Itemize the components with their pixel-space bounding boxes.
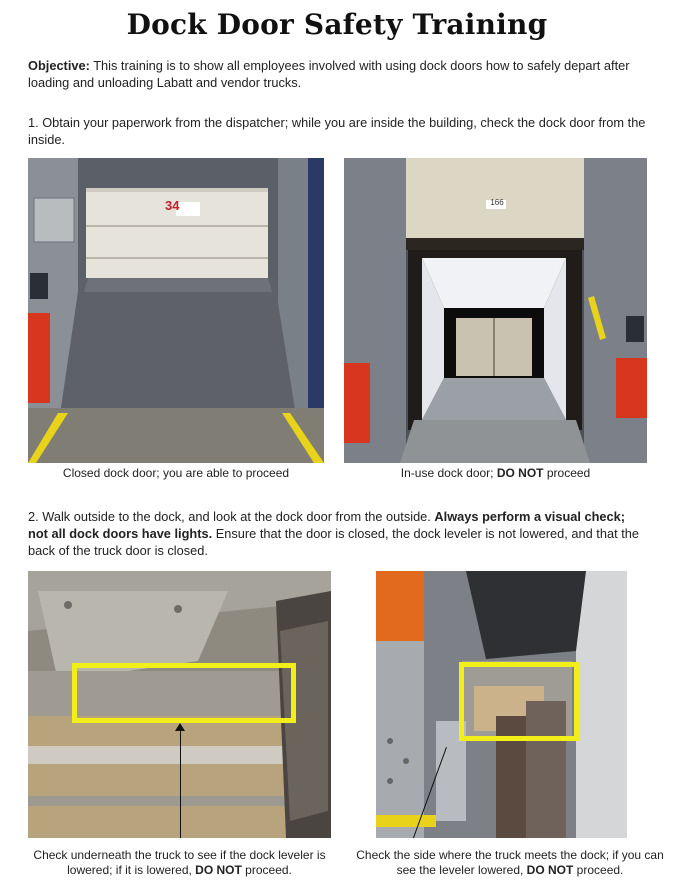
- underneath-truck-photo: [28, 571, 331, 838]
- highlight-box-leveler: [72, 663, 296, 723]
- in-use-caption-warning: DO NOT: [496, 466, 544, 480]
- step-2-intro: 2. Walk outside to the dock, and look at the dock door from the outside.: [28, 509, 435, 524]
- page-title: Dock Door Safety Training: [126, 8, 548, 41]
- objective-label: Objective:: [28, 58, 90, 73]
- in-use-dock-door-photo: [344, 158, 647, 463]
- objective-paragraph: [28, 57, 648, 91]
- pointer-line-leveler: [180, 725, 181, 838]
- step-2-instructions: Ensure that the door is closed, the dock leveler is not lowered, and that the back of the truck door is closed.: [28, 526, 639, 558]
- door-number-34: 34: [165, 198, 180, 213]
- underneath-truck-caption: [18, 848, 341, 878]
- side-caption-warning: DO NOT: [526, 863, 574, 877]
- underneath-caption-warning: DO NOT: [195, 863, 242, 877]
- side-caption-text: Check the side where the truck meets the dock; if you can see the leveler lowered,: [356, 848, 664, 877]
- truck-side-caption: [352, 848, 668, 878]
- highlight-box-side: [459, 662, 579, 741]
- pointer-arrow-leveler: [175, 723, 185, 731]
- underneath-caption-end: proceed.: [241, 863, 292, 877]
- in-use-caption-text: In-use dock door;: [400, 466, 497, 480]
- objective-text: This training is to show all employees involved with using dock doors how to safely depart after loading and unloading Labatt and vendor trucks.: [28, 58, 630, 90]
- truck-side-photo: [376, 571, 627, 838]
- door-number-166: 166: [490, 198, 504, 207]
- closed-dock-door-photo: [28, 158, 324, 463]
- step-1-text: 1. Obtain your paperwork from the dispatcher; while you are inside the building, check the dock door from the inside.: [28, 115, 646, 147]
- side-caption-end: proceed.: [573, 863, 624, 877]
- underneath-caption-text: Check underneath the truck to see if the dock leveler is lowered; if it is lowered,: [33, 848, 326, 877]
- in-use-caption-end: proceed: [543, 466, 591, 480]
- closed-door-caption: Closed dock door; you are able to proceed: [62, 466, 290, 480]
- step-2-warning: Always perform a visual check; not all dock doors have lights.: [28, 509, 626, 541]
- in-use-door-caption: [344, 466, 647, 481]
- step-2-text: [28, 508, 648, 559]
